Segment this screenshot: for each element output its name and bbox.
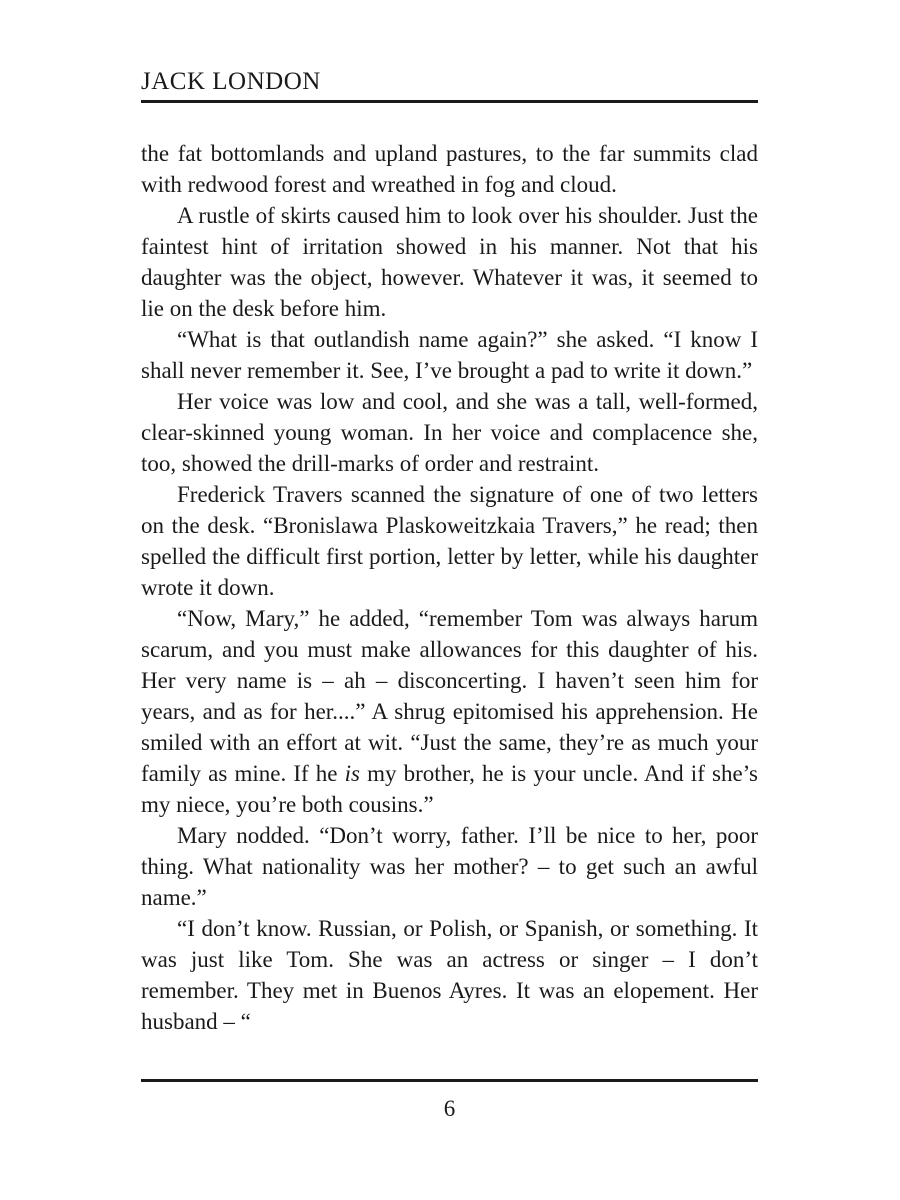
paragraph-text: “I don’t know. Russian, or Polish, or Spanish, or something. It was just like Tom. She was an actress or singer – I don’t remember. They met in Buenos Ayres. It was an elopement. Her husband – “ [141, 916, 758, 1034]
running-head-author: JACK LONDON [141, 68, 321, 95]
paragraph [141, 386, 758, 479]
paragraph [141, 324, 758, 386]
paragraph [141, 820, 758, 913]
paragraph [141, 479, 758, 603]
page-number: 6 [443, 1096, 456, 1121]
paragraph [141, 603, 758, 820]
paragraph-text: “What is that outlandish name again?” she asked. “I know I shall never remember it. See, I’ve brought a pad to write it down.” [141, 327, 758, 383]
paragraph [141, 913, 758, 1037]
body-text [141, 138, 758, 1037]
paragraph-text: Frederick Travers scanned the signature of one of two letters on the desk. “Bronislawa Plaskoweitzkaia Travers,” he read; then spelled the difficult first portion, letter by letter, while his daughter wrote it down. [141, 482, 758, 600]
paragraph-text: Her voice was low and cool, and she was a tall, well-formed, clear-skinned young woman. In her voice and complacence she, too, showed the drill-marks of order and restraint. [141, 389, 758, 476]
paragraph-text: my brother, he is your uncle. And if she’s my niece, you’re both cousins.” [141, 761, 758, 817]
emphasis-text: is [344, 761, 360, 786]
footer-rule [141, 1079, 758, 1082]
paragraph [141, 138, 758, 200]
header-rule [141, 100, 758, 103]
paragraph-text: “Now, Mary,” he added, “remember Tom was always harum scarum, and you must make allowances for this daughter of his. Her very name is – ah – disconcerting. I haven’t seen him for years, and as for her....” A shrug epitomised his apprehension. He smiled with an effort at wit. “Just the same, they’re as much your family as mine. If he [141, 606, 758, 786]
paragraph-text: Mary nodded. “Don’t worry, father. I’ll be nice to her, poor thing. What nationality was her mother? – to get such an awful name.” [141, 823, 758, 910]
paragraph-text: A rustle of skirts caused him to look over his shoulder. Just the faintest hint of irritation showed in his manner. Not that his daughter was the object, however. Whatever it was, it seemed to lie on the desk before him. [141, 203, 758, 321]
paragraph-text: the fat bottomlands and upland pastures, to the far summits clad with redwood forest and wreathed in fog and cloud. [141, 141, 758, 197]
paragraph [141, 200, 758, 324]
